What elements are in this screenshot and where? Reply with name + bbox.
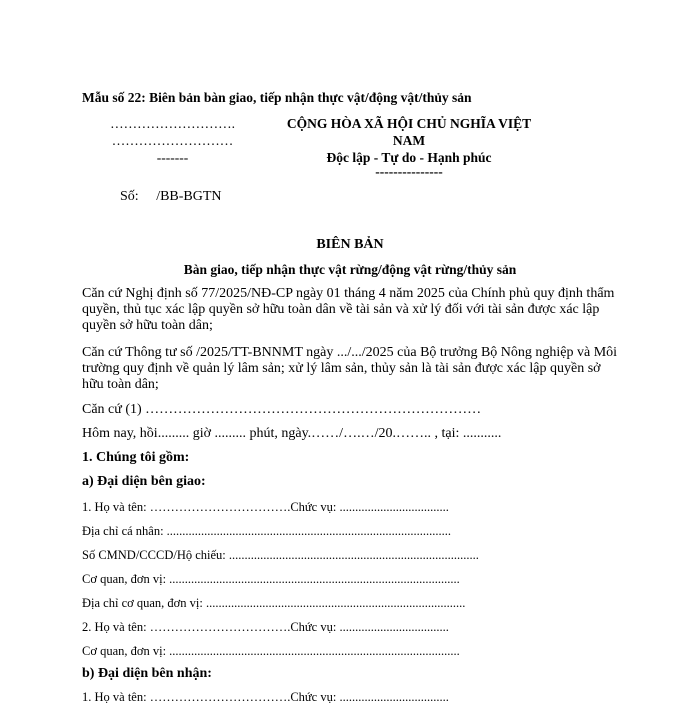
- receiver-name-1: 1. Họ và tên: …………………………….Chức vụ: ...................................: [82, 690, 449, 704]
- agency-dots-1: ……………………….: [110, 116, 235, 131]
- document-number: [120, 189, 222, 205]
- nation-line-2: NAM: [392, 133, 426, 148]
- handover-name-1: 1. Họ và tên: …………………………….Chức vụ: ...................................: [82, 500, 449, 514]
- issuing-agency-block: [85, 115, 260, 166]
- nation-line-1: CỘNG HÒA XÃ HỘI CHỦ NGHĨA VIỆT: [286, 116, 532, 131]
- handover-agency-address: Địa chỉ cơ quan, đơn vị: ...................................................................................: [82, 596, 466, 610]
- legal-basis-1: Căn cứ Nghị định số 77/2025/NĐ-CP ngày 01 tháng 4 năm 2025 của Chính phủ quy định thẩm quyền, thủ tục xác lập quyền sở hữu toàn dân về tài sản và xử lý đối với tài sản được xác lập quyền sở hữu toàn dân;: [82, 286, 615, 333]
- handover-address: Địa chỉ cá nhân: ...........................................................................................: [82, 524, 452, 538]
- legal-basis-2: Căn cứ Thông tư số /2025/TT-BNNMT ngày .../.../2025 của Bộ trưởng Bộ Nông nghiệp và Môi trường quy định về quản lý lâm sản; xử lý lâm sản, thủy sản là tài sản được xác lập quyền sở hữu toàn dân;: [82, 345, 618, 392]
- legal-basis-3: Căn cứ (1) ………………………………………………………………: [82, 402, 482, 417]
- form-title: Mẫu số 22: Biên bản bàn giao, tiếp nhận thực vật/động vật/thủy sản: [82, 90, 472, 105]
- document-subtitle: Bàn giao, tiếp nhận thực vật rừng/động vật rừng/thủy sản: [183, 262, 517, 277]
- number-label: Số:: [120, 189, 139, 204]
- section-participants: 1. Chúng tôi gồm:: [82, 450, 190, 465]
- handover-name-2: 2. Họ và tên: …………………………….Chức vụ: ...................................: [82, 620, 449, 634]
- meeting-time-place: Hôm nay, hồi......... giờ ......... phút, ngày.……/….…/20.…….. , tại: ...........: [82, 426, 502, 441]
- handover-id-number: Số CMND/CCCD/Hộ chiếu: ................................................................................: [82, 548, 479, 562]
- motto-dash: ---------------: [375, 164, 443, 179]
- section-handover-party: a) Đại diện bên giao:: [82, 474, 206, 489]
- document-title: BIÊN BẢN: [316, 237, 384, 252]
- agency-dash: -------: [156, 150, 189, 165]
- motto: Độc lập - Tự do - Hạnh phúc: [326, 150, 492, 165]
- national-header-block: [284, 115, 534, 178]
- handover-agency: Cơ quan, đơn vị: .............................................................................................: [82, 572, 460, 586]
- agency-dots-2: ………………………: [111, 133, 234, 148]
- handover-agency-2: Cơ quan, đơn vị: .............................................................................................: [82, 644, 460, 658]
- section-receiving-party: b) Đại diện bên nhận:: [82, 666, 212, 681]
- number-value: /BB-BGTN: [156, 189, 222, 204]
